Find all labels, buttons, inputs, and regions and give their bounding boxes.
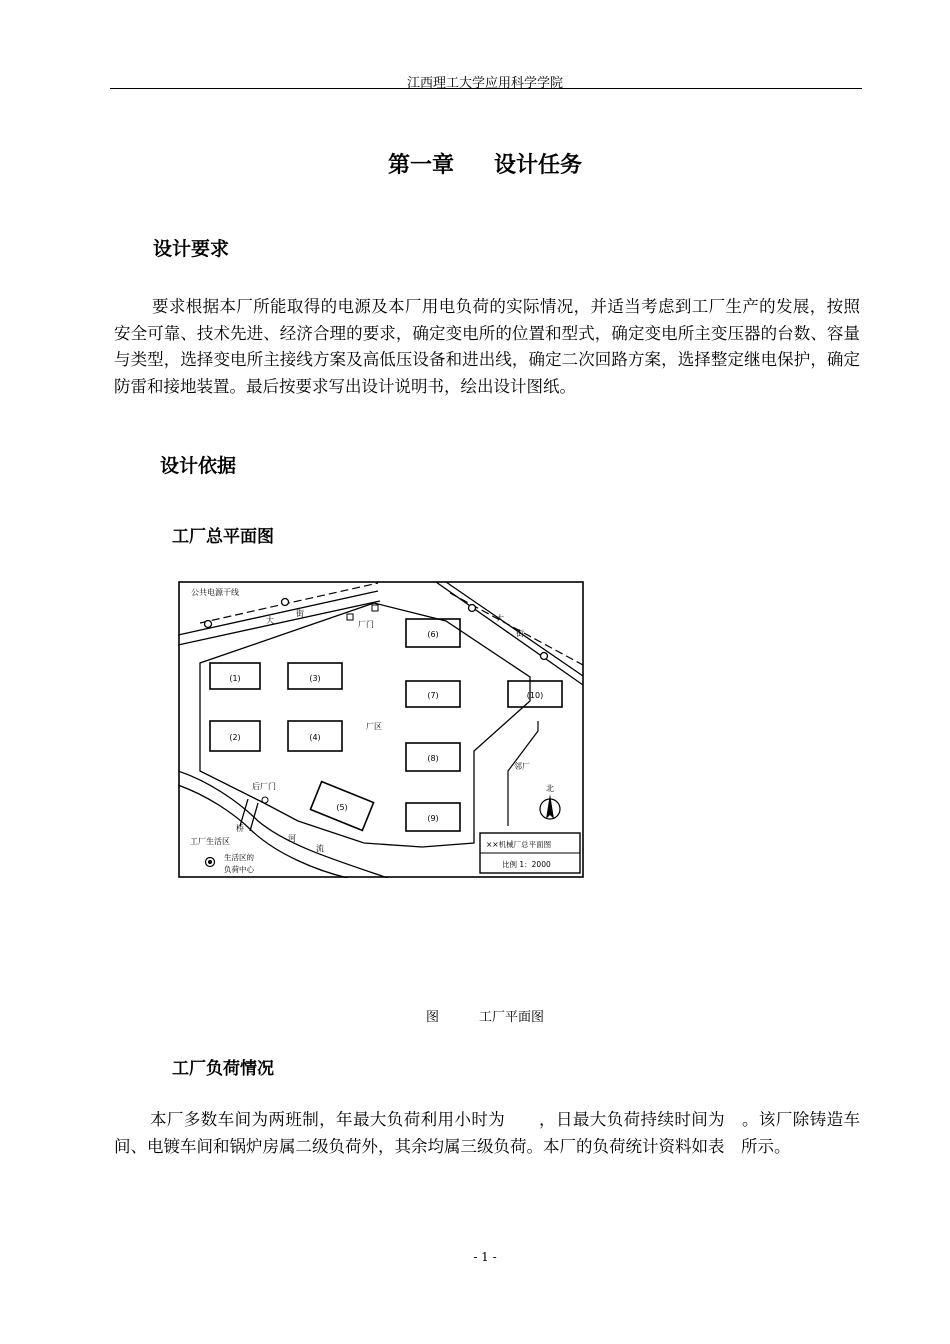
- load-paragraph: 本厂多数车间为两班制，年最大负荷利用小时为 ，日最大负荷持续时间为 。该厂除铸造车间、电镀车间和锅炉房属二级负荷外，其余均属三级负荷。本厂的负荷统计资料如表 所示。: [114, 1110, 860, 1156]
- building-1-label: (1): [229, 674, 241, 683]
- gate-post-1: [347, 614, 353, 620]
- requirements-paragraph: 要求根据本厂所能取得的电源及本厂用电负荷的实际情况，并适当考虑到工厂生产的发展，按照安全可靠、技术先进、经济合理的要求，确定变电所的位置和型式，确定变电所主变压器的台数、容量与类型，选择变电所主接线方案及高低压设备和进出线，确定二次回路方案，选择整定继电保护，确定防雷和接地装置。最后按要求写出设计说明书，绘出设计图纸。: [114, 297, 860, 396]
- figure-caption: [0, 1006, 950, 1025]
- gate-label: 厂门: [358, 620, 374, 629]
- zone-label: 厂区: [366, 722, 382, 731]
- power-line-label: 公共电源干线: [191, 588, 239, 597]
- heading-load: 工厂负荷情况: [172, 1059, 274, 1079]
- street-right-edge-1: [446, 582, 583, 676]
- legend-title: ××机械厂总平面图: [486, 840, 552, 849]
- load-center-label-2: 负荷中心: [224, 865, 254, 874]
- building-10-label: (10): [526, 691, 544, 700]
- back-gate-label: 后厂门: [252, 782, 276, 791]
- pole-2: [282, 599, 289, 606]
- load-center-label-1: 生活区的: [224, 853, 254, 862]
- building-4-label: (4): [309, 733, 321, 742]
- page-header: 江西理工大学应用科学学院: [406, 76, 563, 91]
- river-char-2: 流: [316, 844, 324, 853]
- street-right-char-1: 大: [496, 614, 504, 623]
- figure-caption-prefix: 图: [425, 1010, 439, 1025]
- building-3-label: (3): [309, 674, 321, 683]
- street-right-char-2: 街: [516, 629, 524, 638]
- factory-plan-diagram: [178, 581, 584, 878]
- pole-4: [541, 653, 548, 660]
- header-rule: [110, 88, 862, 89]
- back-gate-marker: [262, 797, 268, 803]
- heading-plan: 工厂总平面图: [172, 527, 274, 547]
- neighbor-boundary: [508, 721, 538, 826]
- building-6-label: (6): [427, 630, 439, 639]
- page-number: - 1 -: [473, 1250, 497, 1264]
- chapter-number: 第一章: [387, 153, 454, 178]
- building-2-label: (2): [229, 733, 241, 742]
- gate-post-2: [372, 605, 378, 611]
- river-char-1: 河: [288, 834, 296, 843]
- north-arrow-icon: [546, 794, 554, 819]
- legend-scale: 比例 1：2000: [502, 860, 551, 869]
- street-left-edge-1: [178, 591, 378, 635]
- building-9-label: (9): [427, 814, 439, 823]
- building-7-label: (7): [427, 691, 439, 700]
- bridge-label: 桥: [236, 824, 244, 833]
- figure-caption-text: 工厂平面图: [479, 1010, 545, 1025]
- factory-boundary: [200, 603, 530, 847]
- load-center-dot: [208, 860, 212, 864]
- building-8-label: (8): [427, 754, 439, 763]
- living-area-label: 工厂生活区: [190, 837, 230, 846]
- pole-1: [205, 621, 212, 628]
- neighbor-label: 邻厂: [514, 762, 530, 771]
- bridge-1: [240, 799, 248, 826]
- heading-requirements: 设计要求: [153, 238, 230, 260]
- north-label: 北: [546, 784, 554, 793]
- pole-3: [469, 605, 476, 612]
- street-right-edge-2: [436, 582, 583, 685]
- street-left-char-2: 街: [296, 609, 304, 618]
- building-5-label: (5): [336, 803, 348, 812]
- bridge-2: [250, 803, 258, 831]
- heading-basis: 设计依据: [160, 455, 237, 477]
- chapter-name: 设计任务: [494, 153, 583, 178]
- street-left-char-1: 大: [266, 616, 274, 625]
- chapter-title: [0, 148, 950, 179]
